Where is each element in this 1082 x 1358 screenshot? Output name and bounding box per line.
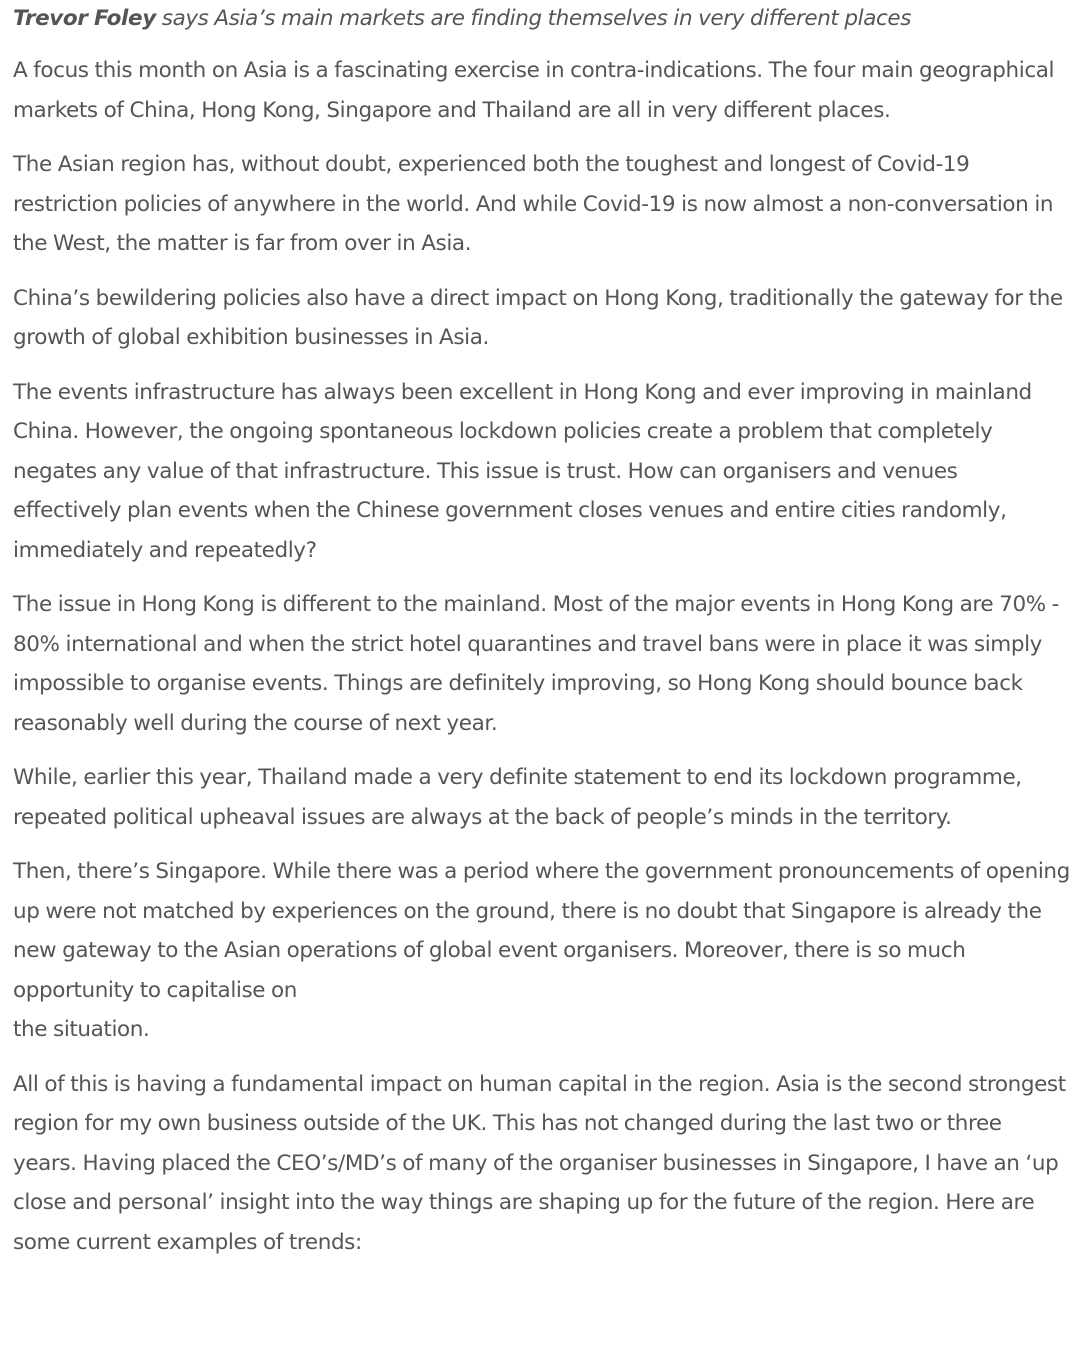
paragraph-infrastructure: The events infrastructure has always been excellent in Hong Kong and ever improving in mainland China. However, the ongoing spontaneous lockdown policies create a problem that completely negates any value of that infrastructure. This issue is trust. How can organisers and venues effectively plan events when the Chinese government closes venues and entire cities randomly, immediately and repeatedly? — [13, 379, 1032, 563]
paragraph-singapore-tail: the situation. — [13, 1017, 150, 1042]
standfirst-text: says Asia’s main markets are finding themselves in very different places — [155, 6, 912, 31]
paragraph-hong-kong: The issue in Hong Kong is different to the mainland. Most of the major events in Hong Kong are 70% - 80% international and when the strict hotel quarantines and travel bans were in place it was simply impossible to organise events. Things are definitely improving, so Hong Kong should bounce back reasonably well during the course of next year. — [13, 592, 1060, 736]
paragraph-human-capital: All of this is having a fundamental impact on human capital in the region. Asia is the second strongest region for my own business outside of the UK. This has not changed during the last two or three years. Having placed the CEO’s/MD’s of many of the organiser businesses in Singapore, I have an ‘up close and personal’ insight into the way things are shaping up for the future of the region. Here are some current examples of trends: — [13, 1071, 1066, 1255]
author-name: Trevor Foley — [13, 6, 156, 31]
paragraph-asian-region: The Asian region has, without doubt, experienced both the toughest and longest of Covid-19 restriction policies of anywhere in the world. And while Covid-19 is now almost a non-conversation in the West, the matter is far from over in Asia. — [13, 152, 1054, 256]
paragraph-singapore-text: Then, there’s Singapore. While there was a period where the government pronouncements of opening up were not matched by experiences on the ground, there is no doubt that Singapore is already the new gateway to the Asian operations of global event organisers. Moreover, there is so much opportunity to capitalise on — [13, 859, 1070, 1003]
paragraph-singapore — [13, 852, 1070, 1050]
paragraph-thailand: While, earlier this year, Thailand made a very definite statement to end its lockdown programme, repeated political upheaval issues are always at the back of people’s minds in the territory. — [13, 765, 1022, 830]
paragraph-china-policies: China’s bewildering policies also have a direct impact on Hong Kong, traditionally the gateway for the growth of global exhibition businesses in Asia. — [13, 285, 1063, 350]
paragraph-intro: A focus this month on Asia is a fascinating exercise in contra-indications. The four main geographical markets of China, Hong Kong, Singapore and Thailand are all in very different places. — [13, 58, 1055, 123]
standfirst — [13, 0, 1070, 36]
